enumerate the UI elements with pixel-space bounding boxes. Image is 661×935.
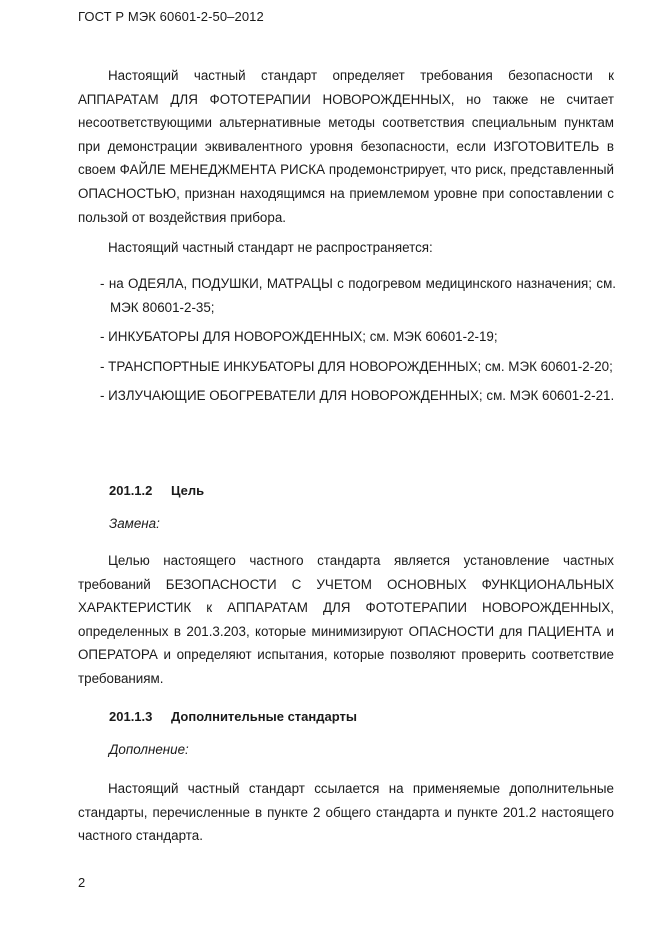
section-note-addition: Дополнение: [109, 742, 189, 757]
section-heading-purpose [109, 483, 204, 498]
section-note-replacement: Замена: [109, 516, 160, 531]
list-item: - ТРАНСПОРТНЫЕ ИНКУБАТОРЫ ДЛЯ НОВОРОЖДЕННЫХ; см. МЭК 60601-2-20; [100, 358, 613, 374]
exclusions-list [100, 272, 616, 414]
section-number: 201.1.2 [109, 483, 153, 498]
page-number: 2 [78, 875, 86, 890]
list-item: - ИНКУБАТОРЫ ДЛЯ НОВОРОЖДЕННЫХ; см. МЭК 60601-2-19; [100, 329, 498, 345]
section-heading-collateral-standards [109, 709, 357, 724]
section-number: 201.1.3 [109, 709, 153, 724]
list-item: - на ОДЕЯЛА, ПОДУШКИ, МАТРАЦЫ с подогревом медицинского назначения; см. МЭК 80601-2-35; [100, 276, 616, 315]
section-title: Дополнительные стандарты [171, 709, 357, 724]
purpose-paragraph: Целью настоящего частного стандарта является установление частных требований БЕЗОПАСНОСТИ С УЧЕТОМ ОСНОВНЫХ ФУНКЦИОНАЛЬНЫХ ХАРАКТЕРИСТИК к АППАРАТАМ ДЛЯ ФОТОТЕРАПИИ НОВОРОЖДЕННЫХ, определенных в 201.3.203, которые минимизируют ОПАСНОСТИ для ПАЦИЕНТА и ОПЕРАТОРА и определяют испытания, которые позволяют проверить соответствие требованиям. [78, 553, 614, 686]
list-item: - ИЗЛУЧАЮЩИЕ ОБОГРЕВАТЕЛИ ДЛЯ НОВОРОЖДЕННЫХ; см. МЭК 60601-2-21. [100, 388, 615, 404]
collateral-standards-paragraph: Настоящий частный стандарт ссылается на применяемые дополнительные стандарты, перечисленные в пункте 2 общего стандарта и пункте 201.2 настоящего частного стандарта. [78, 781, 614, 844]
scope-exclusion-intro: Настоящий частный стандарт не распространяется: [108, 240, 433, 255]
document-header: ГОСТ Р МЭК 60601-2-50–2012 [78, 9, 264, 24]
section-title: Цель [171, 483, 205, 498]
intro-paragraph: Настоящий частный стандарт определяет требования безопасности к АППАРАТАМ ДЛЯ ФОТОТЕРАПИИ НОВОРОЖДЕННЫХ, но также не считает несоответствующими альтернативные методы соответствия специальным пунктам при демонстрации эквивалентного уровня безопасности, если ИЗГОТОВИТЕЛЬ в своем ФАЙЛЕ МЕНЕДЖМЕНТА РИСКА продемонстрирует, что риск, представленный ОПАСНОСТЬЮ, признан находящимся на приемлемом уровне при сопоставлении с пользой от воздействия прибора. [78, 68, 614, 225]
